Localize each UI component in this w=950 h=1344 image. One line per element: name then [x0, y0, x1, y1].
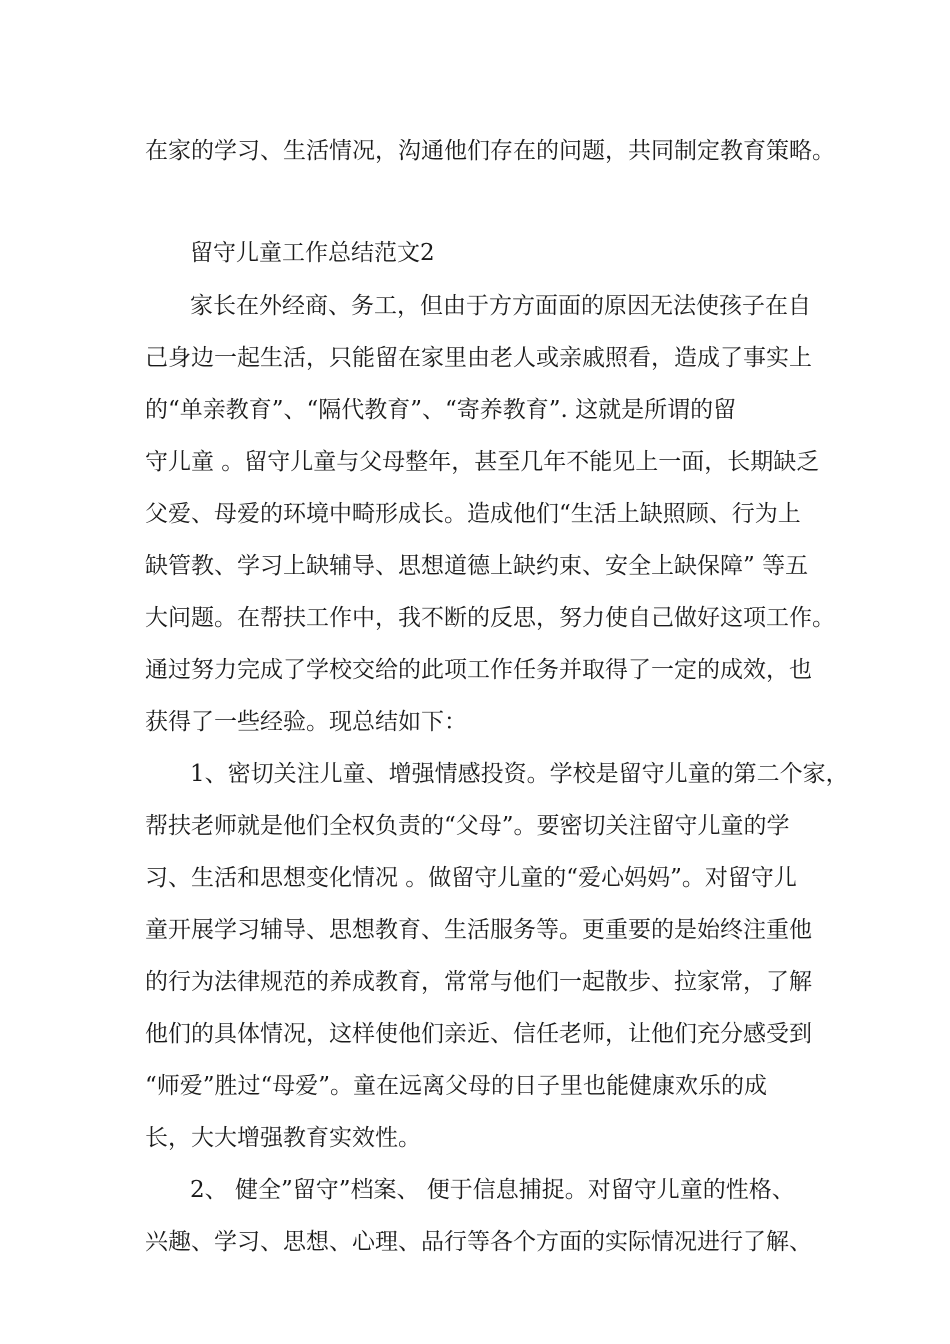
- paragraph-line: 己身边一起生活，只能留在家里由老人或亲戚照看，造成了事实上: [145, 345, 812, 371]
- paragraph-line: 缺管教、学习上缺辅导、思想道德上缺约束、安全上缺保障” 等五: [145, 553, 809, 579]
- paragraph-line: “师爱”胜过“母爱”。童在远离父母的日子里也能健康欢乐的成: [145, 1073, 768, 1099]
- paragraph-line: 帮扶老师就是他们全权负责的“父母”。要密切关注留守儿童的学: [145, 813, 790, 839]
- paragraph-line: 父爱、母爱的环境中畸形成长。造成他们“生活上缺照顾、行为上: [145, 501, 801, 527]
- paragraph-line: 获得了一些经验。现总结如下：: [145, 709, 467, 735]
- paragraph-line: 在家的学习、生活情况，沟通他们存在的问题，共同制定教育策略。: [145, 138, 835, 164]
- paragraph-line: 1、密切关注儿童、增强情感投资。学校是留守儿童的第二个家，: [190, 761, 849, 787]
- paragraph-line: 大问题。在帮扶工作中，我不断的反思，努力使自己做好这项工作。: [145, 605, 835, 631]
- paragraph-line: 童开展学习辅导、思想教育、生活服务等。更重要的是始终注重他: [145, 917, 812, 943]
- paragraph-line: 他们的具体情况，这样使他们亲近、信任老师，让他们充分感受到: [145, 1021, 812, 1047]
- paragraph-line: 守儿童 。留守儿童与父母整年，甚至几年不能见上一面，长期缺乏: [145, 449, 820, 475]
- paragraph-line: 的“单亲教育”、“隔代教育”、“寄养教育”. 这就是所谓的留: [145, 397, 737, 423]
- paragraph-line: 长，大大增强教育实效性。: [145, 1125, 421, 1151]
- paragraph-line: 家长在外经商、务工，但由于方方面面的原因无法使孩子在自: [190, 293, 811, 319]
- paragraph-line: 习、生活和思想变化情况 。做留守儿童的“爱心妈妈”。对留守儿: [145, 865, 797, 891]
- paragraph-line: 2、 健全”留守”档案、 便于信息捕捉。对留守儿童的性格、: [190, 1177, 795, 1203]
- paragraph-line: 通过努力完成了学校交给的此项工作任务并取得了一定的成效，也: [145, 657, 812, 683]
- paragraph-line: 兴趣、学习、思想、心理、品行等各个方面的实际情况进行了解、: [145, 1229, 812, 1255]
- paragraph-line: 的行为法律规范的养成教育，常常与他们一起散步、拉家常，了解: [145, 969, 812, 995]
- section-title: 留守儿童工作总结范文2: [190, 240, 435, 266]
